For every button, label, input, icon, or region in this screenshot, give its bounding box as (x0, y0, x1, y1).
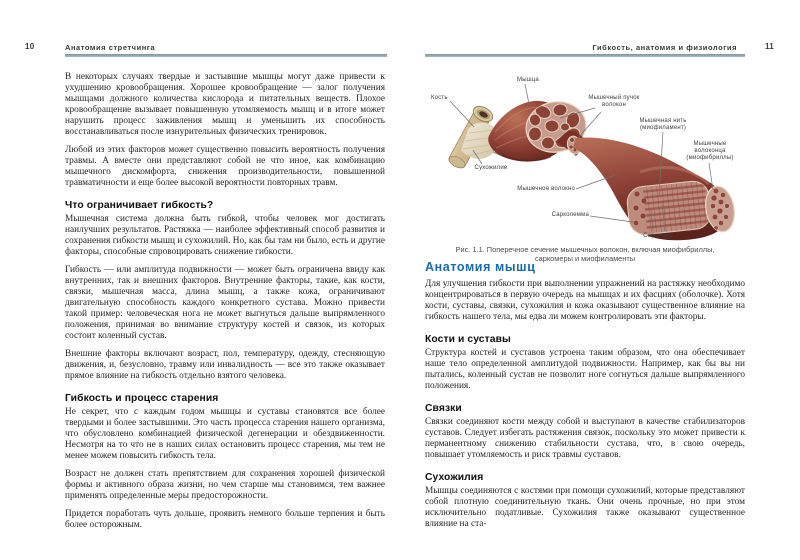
paragraph: Гибкость — или амплитуда подвижности — может быть ограничена ввиду как внутренних, так и внешних факторов. Внутренние факторы, такие, как кости, связки, мышечная масса, длина мышц, а также кожа, ограничивают двигательную способность каждого конкретного сустава. Можно привести такой пример: человеческая нога не может выгнуться дальше выпрямленного положения, принимая во внимание структуру костей и связок, из которых состоит коленный сустав. (65, 265, 385, 341)
section-heading-muscle-anatomy: Анатомия мышц (425, 260, 536, 274)
paragraph: Структура костей и суставов устроена таким образом, что она обеспечивает наше тело определенной амплитудой подвижности. Например, как бы вы ни пытались, коленный сустав не позволит ноге согнуться дальше выпрямленного положения. (425, 348, 745, 391)
figure-caption-text: Рис. 1.1. Поперечное сечение мышечных волокон, включая миофибриллы, саркомеры и миофиламенты (455, 245, 715, 263)
paragraph: Придется поработать чуть дольше, проявить немного больше терпения и быть более осторожным. (65, 509, 385, 530)
paragraph: Не секрет, что с каждым годом мышцы и суставы становятся все более твердыми и более застывшими. Это часть процесса старения нашего организма, что обусловлено комбинацией физической дегенерации и обездвиженности. Несмотря на то что не в наших силах остановить процесс старения, мы тем не менее можем повысить гибкость тела. (65, 407, 385, 461)
figure-label-muscle-filament: Мышечная нить (миофиламент) (639, 118, 687, 131)
page-number-right: 11 (764, 42, 774, 51)
section-heading-ligaments: Связки (425, 403, 462, 414)
myofibril-face (626, 180, 713, 236)
paragraph: В некоторых случаях твердые и застывшие мышцы могут даже привести к ухудшению кровообращения. Хорошее кровообращение — залог получения мышцами должного количества кислорода и питательных веществ. Плохое кровообращение вызывает повышенную утомляемость мышц и в итоге может нарушить процесс заживления мышц и уменьшить их способность восстанавливаться после изнурительных физических тренировок. (65, 72, 385, 137)
section-heading-aging: Гибкость и процесс старения (65, 393, 219, 404)
section-heading-bones-joints: Кости и суставы (425, 334, 511, 345)
figure-label-bone: Кость (431, 95, 448, 101)
section-heading-tendons: Сухожилия (425, 472, 484, 483)
figure-label-muscle-bundle: Мышечный пучок волокон (588, 95, 640, 108)
right-text-column (425, 262, 745, 537)
figure-label-myofibrils: Мышечные волоконца (миофибриллы) (686, 141, 734, 161)
paragraph: Любой из этих факторов может существенно повысить вероятность получения травмы. А вместе они представляют собой не что иное, как комбинацию мышечного дискомфорта, снижения производительности, повышенной травматичности и еще более высокой вероятности повторных травм. (65, 145, 385, 188)
paragraph: Мышцы соединяются с костями при помощи сухожилий, которые представляют собой плотную соединительную ткань. Они очень прочные, но при этом исключительно податливые. Сухожилия также оказывают существенное влияние на ста- (425, 486, 745, 529)
figure-label-sarcomere: Саркомер (643, 233, 673, 239)
paragraph: Для улучшения гибкости при выполнении упражнений на растяжку необходимо концентрироваться в первую очередь на мышцах и их фасциях (оболочке). Хотя кости, суставы, связки, сухожилия и кожа оказывают существенное влияние на гибкость нашего тела, мы едва ли можем контролировать эти факторы. (425, 279, 745, 322)
paragraph: Мышечная система должна быть гибкой, чтобы человек мог достигать наилучших результатов. Растяжка — наиболее эффективный способ развития и сохранения гибкости мышц и сухожилий. Но, как бы там ни было, есть и другие факторы, способные спровоцировать снижение гибкости. (65, 214, 385, 257)
figure-label-muscle: Мышца (517, 77, 539, 83)
header-rule-left (65, 54, 387, 57)
left-text-column (65, 72, 385, 538)
section-heading-limits-flexibility: Что ограничивает гибкость? (65, 200, 214, 211)
running-head-right: Гибкость, анатомия и физиология (592, 42, 737, 52)
figure-label-sarcolemma: Сарколемма (551, 212, 589, 218)
figure-label-muscle-fiber: Мышечное волокно (517, 186, 575, 192)
page-number-left: 10 (25, 42, 35, 51)
figure-label-tendon: Сухожилие (474, 165, 508, 171)
figure-1-1 (425, 70, 745, 242)
paragraph: Связки соединяют кости между собой и выступают в качестве стабилизаторов суставов. Следует избегать растяжения связок, поскольку это может привести к перманентному снижению стабильности сустава, что, в свою очередь, повышает утомляемость и риск травмы суставов. (425, 417, 745, 460)
paragraph: Возраст не должен стать препятствием для сохранения хорошей физической формы и активного образа жизни, но чем старше мы становимся, тем важнее применять определенные меры предосторожности. (65, 469, 385, 501)
page-right (400, 0, 800, 560)
running-head-left: Анатомия стретчинга (65, 42, 156, 52)
header-rule-right (425, 54, 745, 57)
paragraph: Внешние факторы включают возраст, пол, температуру, одежду, стесняющую движения, и, безусловно, травму или инвалидность — все это также оказывает прямое влияние на гибкость отдельно взятого человека. (65, 349, 385, 381)
